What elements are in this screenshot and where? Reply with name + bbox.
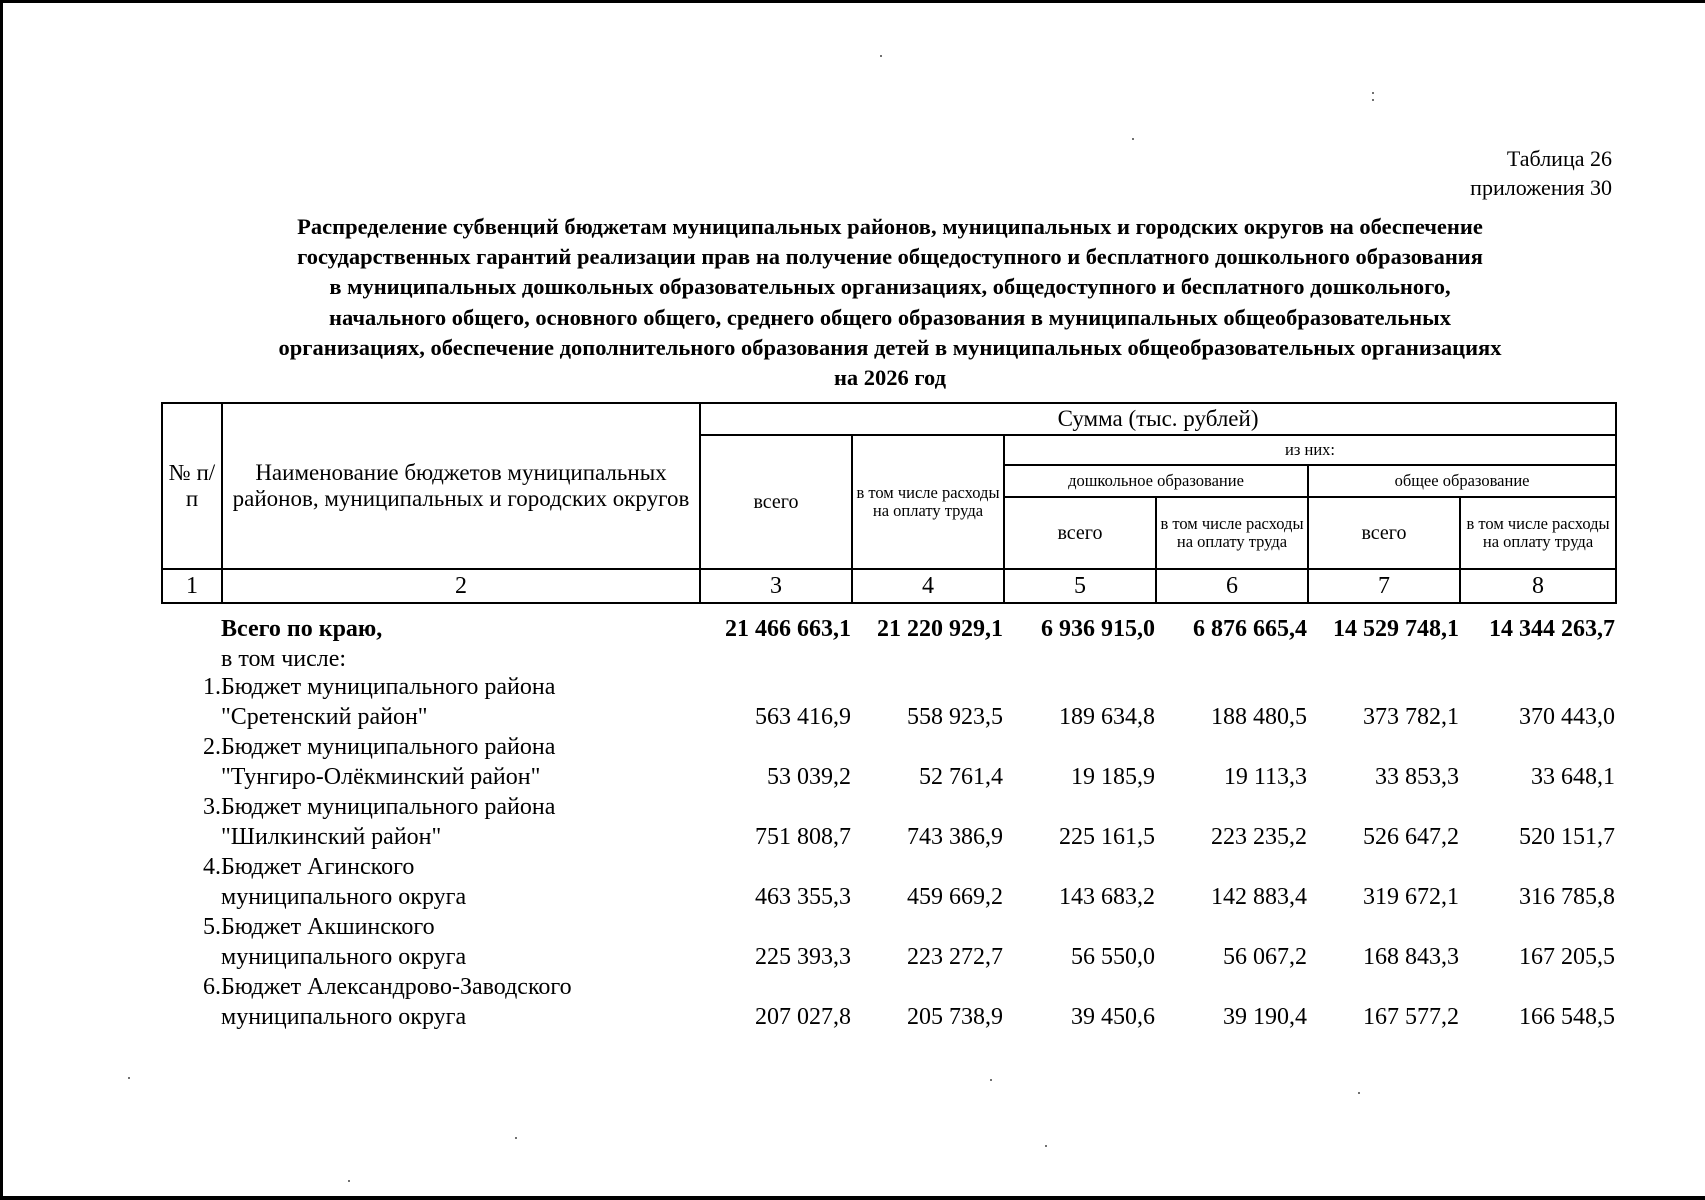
header-name: Наименование бюджетов муниципальных районов, муниципальных и городских округов: [222, 403, 700, 569]
row-value: 142 883,4: [1211, 884, 1307, 910]
table-row-continuation: [161, 762, 1615, 792]
table-rows: [161, 672, 1615, 1032]
row-value: 225 161,5: [1059, 824, 1155, 850]
table-row: [161, 792, 1615, 822]
row-name: Бюджет муниципального района: [221, 794, 556, 820]
table-row: [161, 852, 1615, 882]
row-value: 526 647,2: [1363, 824, 1459, 850]
row-number: 1.: [203, 674, 221, 700]
column-number: 6: [1156, 569, 1308, 603]
page-border-top: [0, 0, 1705, 3]
row-value: 53 039,2: [767, 764, 851, 790]
including-label: в том числе:: [221, 646, 347, 672]
table-row-continuation: [161, 1002, 1615, 1032]
document-title: [160, 212, 1620, 393]
row-value: 168 843,3: [1363, 944, 1459, 970]
header-total-salary: в том числе расходы на оплату труда: [852, 435, 1004, 569]
title-line: в муниципальных дошкольных образовательных организациях, общедоступного и бесплатного дошкольного,: [329, 274, 1451, 300]
scan-speck: [1358, 1092, 1360, 1094]
row-number: 4.: [203, 854, 221, 880]
row-value: 167 577,2: [1363, 1004, 1459, 1030]
row-name-continuation: "Сретенский район": [221, 704, 428, 730]
table-row-continuation: [161, 942, 1615, 972]
row-name-continuation: "Тунгиро-Олёкминский район": [221, 764, 541, 790]
row-name-continuation: муниципального округа: [221, 1004, 467, 1030]
row-value: 39 450,6: [1071, 1004, 1155, 1030]
table-body: [161, 604, 1615, 674]
row-value: 52 761,4: [919, 764, 1003, 790]
table-row-continuation: [161, 882, 1615, 912]
row-name: Бюджет Агинского: [221, 854, 415, 880]
table-row-including: [161, 644, 1615, 674]
table-row-continuation: [161, 822, 1615, 852]
title-line: на 2026 год: [833, 365, 947, 391]
row-value: 56 550,0: [1071, 944, 1155, 970]
page-border-left: [0, 0, 3, 1200]
row-value: 459 669,2: [907, 884, 1003, 910]
row-value: 33 648,1: [1531, 764, 1615, 790]
table-row: [161, 732, 1615, 762]
row-value: 370 443,0: [1519, 704, 1615, 730]
row-name-continuation: муниципального округа: [221, 884, 467, 910]
column-number: 3: [700, 569, 852, 603]
row-value: 316 785,8: [1519, 884, 1615, 910]
row-number: 6.: [203, 974, 221, 1000]
table-row: [161, 972, 1615, 1002]
row-name: Бюджет Акшинского: [221, 914, 435, 940]
appendix-number: приложения 30: [1470, 175, 1612, 200]
row-value: 205 738,9: [907, 1004, 1003, 1030]
row-value: 373 782,1: [1363, 704, 1459, 730]
row-value: 143 683,2: [1059, 884, 1155, 910]
scan-speck: [348, 1180, 350, 1182]
row-number: 2.: [203, 734, 221, 760]
row-value: 225 393,3: [755, 944, 851, 970]
header-sum: Сумма (тыс. рублей): [700, 403, 1616, 435]
row-name: Бюджет Александрово-Заводского: [221, 974, 572, 1000]
column-number: 4: [852, 569, 1004, 603]
scan-speck: [880, 55, 882, 57]
total-value: 21 220 929,1: [877, 616, 1003, 642]
header-general: общее образование: [1308, 465, 1616, 497]
total-value: 14 344 263,7: [1489, 616, 1615, 642]
row-value: 223 272,7: [907, 944, 1003, 970]
header-preschool: дошкольное образование: [1004, 465, 1308, 497]
header-of-which: из них:: [1004, 435, 1616, 465]
table-row: [161, 912, 1615, 942]
page-border-bottom: [0, 1196, 1705, 1200]
row-value: 19 113,3: [1223, 764, 1307, 790]
total-value: 14 529 748,1: [1333, 616, 1459, 642]
scan-speck: [1132, 138, 1134, 140]
scan-speck: [128, 1077, 130, 1079]
header-general-total: всего: [1308, 497, 1460, 569]
row-value: 743 386,9: [907, 824, 1003, 850]
scan-speck: [1372, 99, 1374, 101]
header-total: всего: [700, 435, 852, 569]
row-value: 751 808,7: [755, 824, 851, 850]
title-line: организациях, обеспечение дополнительного образования детей в муниципальных общеобразовательных организациях: [278, 334, 1502, 360]
table-row: [161, 672, 1615, 702]
row-value: 167 205,5: [1519, 944, 1615, 970]
table-header: [161, 402, 1617, 604]
row-value: 39 190,4: [1223, 1004, 1307, 1030]
row-value: 563 416,9: [755, 704, 851, 730]
row-number: 5.: [203, 914, 221, 940]
row-name-continuation: "Шилкинский район": [221, 824, 442, 850]
row-value: 207 027,8: [755, 1004, 851, 1030]
row-value: 166 548,5: [1519, 1004, 1615, 1030]
title-line: Распределение субвенций бюджетам муниципальных районов, муниципальных и городских округов на обеспечение: [297, 214, 1483, 239]
header-preschool-salary: в том числе расходы на оплату труда: [1156, 497, 1308, 569]
header-number: № п/п: [162, 403, 222, 569]
title-line: государственных гарантий реализации прав на получение общедоступного и бесплатного дошкольного образования: [297, 244, 1483, 270]
row-value: 319 672,1: [1363, 884, 1459, 910]
header-general-salary: в том числе расходы на оплату труда: [1460, 497, 1616, 569]
row-value: 33 853,3: [1375, 764, 1459, 790]
column-number: 5: [1004, 569, 1156, 603]
total-label: Всего по краю,: [221, 616, 383, 642]
scan-speck: [1045, 1145, 1047, 1147]
scan-speck: [990, 1079, 992, 1081]
row-value: 520 151,7: [1519, 824, 1615, 850]
row-value: 189 634,8: [1059, 704, 1155, 730]
table-reference: [1470, 144, 1612, 202]
scan-speck: [1372, 92, 1374, 94]
row-name-continuation: муниципального округа: [221, 944, 467, 970]
table-row-total: [161, 604, 1615, 644]
row-value: 188 480,5: [1211, 704, 1307, 730]
row-name: Бюджет муниципального района: [221, 674, 556, 700]
row-number: 3.: [203, 794, 221, 820]
total-value: 21 466 663,1: [725, 616, 851, 642]
total-value: 6 876 665,4: [1193, 616, 1307, 642]
column-number: 8: [1460, 569, 1616, 603]
column-number: 2: [222, 569, 700, 603]
scan-speck: [515, 1137, 517, 1139]
row-name: Бюджет муниципального района: [221, 734, 556, 760]
row-value: 558 923,5: [907, 704, 1003, 730]
title-line: начального общего, основного общего, среднего общего образования в муниципальных общеобразовательных: [329, 304, 1451, 330]
column-number: 7: [1308, 569, 1460, 603]
row-value: 463 355,3: [755, 884, 851, 910]
row-value: 19 185,9: [1071, 764, 1155, 790]
table-number: Таблица 26: [1506, 146, 1612, 171]
column-number: 1: [162, 569, 222, 603]
table-row-continuation: [161, 702, 1615, 732]
row-value: 223 235,2: [1211, 824, 1307, 850]
row-value: 56 067,2: [1223, 944, 1307, 970]
total-value: 6 936 915,0: [1041, 616, 1155, 642]
header-preschool-total: всего: [1004, 497, 1156, 569]
